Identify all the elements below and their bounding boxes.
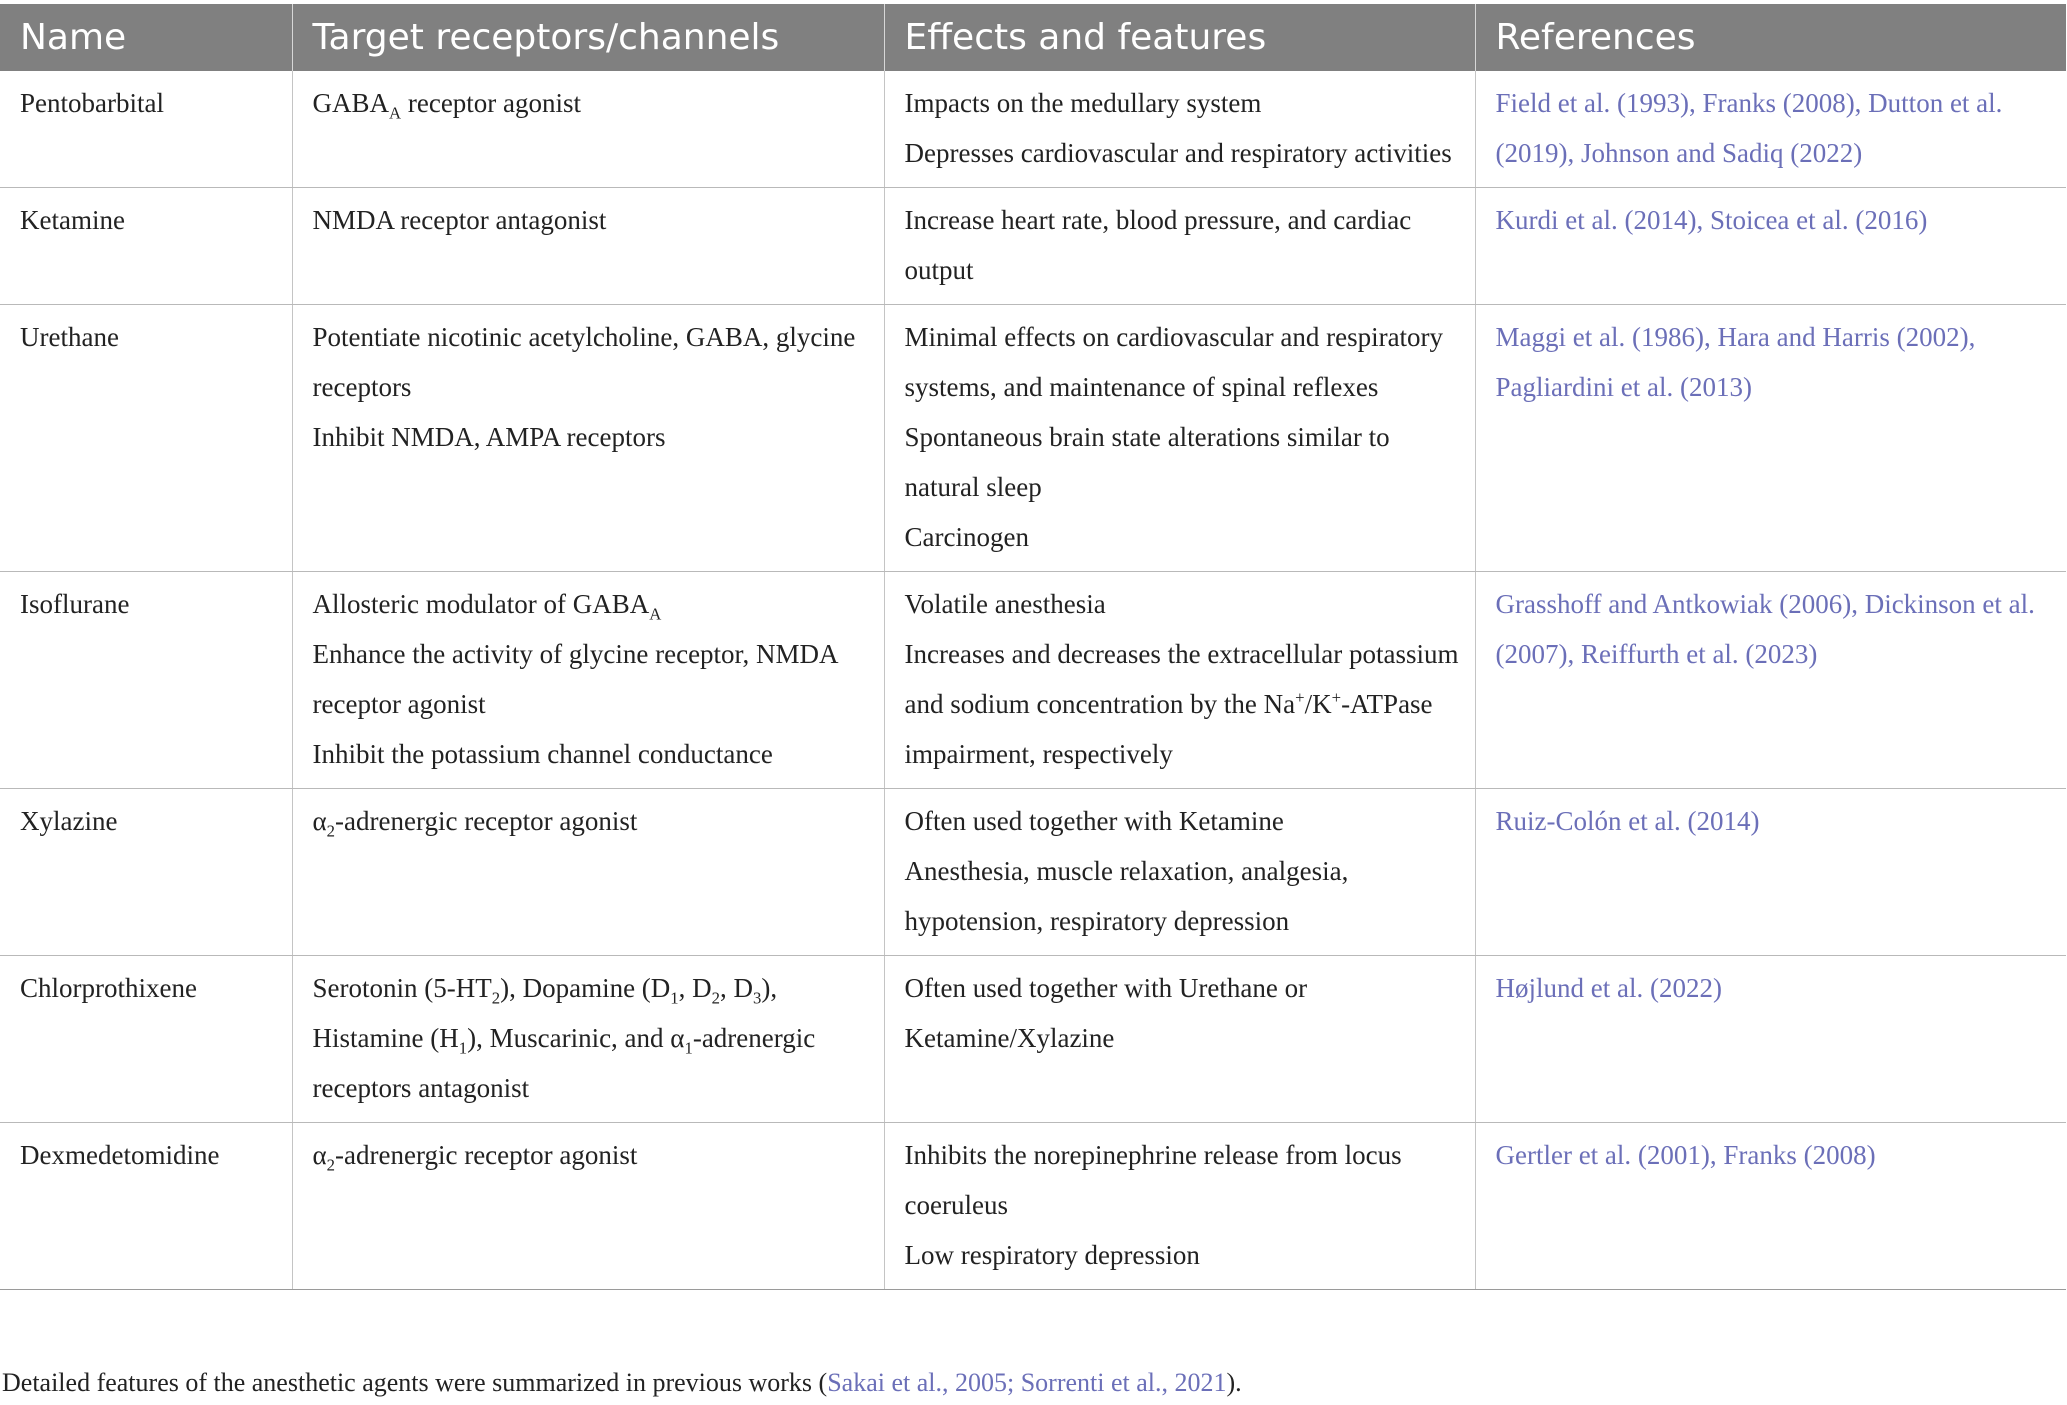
effect-line bbox=[905, 629, 1459, 779]
footnote-text-after: ). bbox=[1226, 1368, 1242, 1397]
cell-effects bbox=[884, 1123, 1475, 1290]
header-references: References bbox=[1475, 4, 2066, 71]
cell-name: Pentobarbital bbox=[0, 71, 292, 188]
cell-effects bbox=[884, 572, 1475, 789]
subscript: 1 bbox=[670, 988, 679, 1008]
anesthetics-table bbox=[0, 4, 2066, 1290]
effect-line bbox=[905, 78, 1459, 128]
text-run: Allosteric modulator of GABA bbox=[312, 589, 650, 619]
cell-targets bbox=[292, 572, 884, 789]
table-header bbox=[0, 4, 2066, 71]
text-run: Potentiate nicotinic acetylcholine, GABA, glycine receptors bbox=[312, 322, 856, 402]
cell-name: Isoflurane bbox=[0, 572, 292, 789]
cell-name: Xylazine bbox=[0, 789, 292, 956]
target-line bbox=[313, 629, 868, 729]
table-row bbox=[0, 956, 2066, 1123]
target-line bbox=[313, 195, 868, 245]
text-run: Anesthesia, muscle relaxation, analgesia, hypotension, respiratory depression bbox=[904, 856, 1349, 936]
text-run: -adrenergic receptor agonist bbox=[335, 806, 638, 836]
target-line bbox=[313, 1130, 868, 1180]
effect-line bbox=[905, 1230, 1459, 1280]
effect-line bbox=[905, 412, 1459, 512]
text-run: Minimal effects on cardiovascular and respiratory systems, and maintenance of spinal reflexes bbox=[904, 322, 1444, 402]
header-name: Name bbox=[0, 4, 292, 71]
text-run: ), Muscarinic, and α bbox=[467, 1023, 685, 1053]
cell-references-link[interactable]: Ruiz-Colón et al. (2014) bbox=[1475, 789, 2066, 956]
subscript: A bbox=[389, 103, 402, 123]
text-run: α bbox=[312, 806, 327, 836]
cell-name: Chlorprothixene bbox=[0, 956, 292, 1123]
table-row bbox=[0, 305, 2066, 572]
cell-name: Ketamine bbox=[0, 188, 292, 305]
cell-references-link[interactable]: Gertler et al. (2001), Franks (2008) bbox=[1475, 1123, 2066, 1290]
text-run: , D bbox=[720, 973, 754, 1003]
cell-targets bbox=[292, 789, 884, 956]
text-run: -ATPase impairment, respectively bbox=[904, 689, 1433, 769]
text-run: NMDA receptor antagonist bbox=[312, 205, 607, 235]
table-row bbox=[0, 789, 2066, 956]
cell-references-link[interactable]: Højlund et al. (2022) bbox=[1475, 956, 2066, 1123]
text-run: -adrenergic receptor agonist bbox=[335, 1140, 638, 1170]
effect-line bbox=[905, 512, 1459, 562]
header-row bbox=[0, 4, 2066, 71]
subscript: 2 bbox=[491, 988, 501, 1008]
subscript: 1 bbox=[684, 1038, 693, 1058]
target-line bbox=[313, 78, 868, 128]
cell-targets bbox=[292, 188, 884, 305]
cell-effects bbox=[884, 956, 1475, 1123]
header-targets: Target receptors/channels bbox=[292, 4, 884, 71]
text-run: ), Dopamine (D bbox=[500, 973, 671, 1003]
text-run: Often used together with Urethane or Ketamine/Xylazine bbox=[904, 973, 1308, 1053]
text-run: Enhance the activity of glycine receptor, NMDA receptor agonist bbox=[312, 639, 837, 719]
text-run: /K bbox=[1304, 689, 1332, 719]
header-effects: Effects and features bbox=[884, 4, 1475, 71]
cell-references-link[interactable]: Field et al. (1993), Franks (2008), Dutton et al. (2019), Johnson and Sadiq (2022) bbox=[1475, 71, 2066, 188]
effect-line bbox=[905, 846, 1459, 946]
text-run: Volatile anesthesia bbox=[904, 589, 1106, 619]
text-run: Serotonin (5-HT bbox=[312, 973, 492, 1003]
superscript: + bbox=[1295, 688, 1305, 707]
cell-references-link[interactable]: Kurdi et al. (2014), Stoicea et al. (2016) bbox=[1475, 188, 2066, 305]
text-run: Depresses cardiovascular and respiratory activities bbox=[904, 138, 1452, 168]
text-run: Inhibit the potassium channel conductance bbox=[312, 739, 773, 769]
effect-line bbox=[905, 195, 1459, 295]
text-run: Inhibit NMDA, AMPA receptors bbox=[312, 422, 666, 452]
target-line bbox=[313, 963, 868, 1113]
cell-effects bbox=[884, 789, 1475, 956]
effect-line bbox=[905, 579, 1459, 629]
text-run: Increase heart rate, blood pressure, and cardiac output bbox=[904, 205, 1412, 285]
table-footnote bbox=[2, 1368, 1242, 1398]
footnote-text-before: Detailed features of the anesthetic agents were summarized in previous works ( bbox=[2, 1368, 828, 1397]
cell-targets bbox=[292, 1123, 884, 1290]
table-row bbox=[0, 188, 2066, 305]
text-run: GABA bbox=[312, 88, 390, 118]
subscript: 1 bbox=[458, 1038, 468, 1058]
text-run: Impacts on the medullary system bbox=[904, 88, 1262, 118]
text-run: Often used together with Ketamine bbox=[904, 806, 1284, 836]
cell-effects bbox=[884, 305, 1475, 572]
subscript: A bbox=[649, 604, 662, 624]
cell-targets bbox=[292, 305, 884, 572]
effect-line bbox=[905, 796, 1459, 846]
target-line bbox=[313, 412, 868, 462]
effect-line bbox=[905, 312, 1459, 412]
subscript: 3 bbox=[753, 988, 762, 1008]
cell-references-link[interactable]: Grasshoff and Antkowiak (2006), Dickinson et al. (2007), Reiffurth et al. (2023) bbox=[1475, 572, 2066, 789]
text-run: Increases and decreases the extracellular potassium and sodium concentration by the Na bbox=[904, 639, 1459, 719]
text-run: ), Histamine (H bbox=[312, 973, 778, 1053]
cell-effects bbox=[884, 71, 1475, 188]
cell-effects bbox=[884, 188, 1475, 305]
cell-name: Dexmedetomidine bbox=[0, 1123, 292, 1290]
subscript: 2 bbox=[326, 1155, 336, 1175]
target-line bbox=[313, 796, 868, 846]
text-run: α bbox=[312, 1140, 327, 1170]
table-row bbox=[0, 572, 2066, 789]
target-line bbox=[313, 312, 868, 412]
target-line bbox=[313, 579, 868, 629]
table-wrapper bbox=[0, 4, 2066, 1290]
target-line bbox=[313, 729, 868, 779]
text-run: Inhibits the norepinephrine release from locus coeruleus bbox=[904, 1140, 1402, 1220]
cell-targets bbox=[292, 956, 884, 1123]
effect-line bbox=[905, 963, 1459, 1063]
cell-targets bbox=[292, 71, 884, 188]
footnote-citation-link[interactable]: Sakai et al., 2005; Sorrenti et al., 2021 bbox=[827, 1368, 1227, 1397]
subscript: 2 bbox=[711, 988, 721, 1008]
effect-line bbox=[905, 128, 1459, 178]
text-run: Spontaneous brain state alterations similar to natural sleep bbox=[904, 422, 1390, 502]
text-run: receptor agonist bbox=[401, 88, 582, 118]
text-run: Carcinogen bbox=[904, 522, 1029, 552]
text-run: Low respiratory depression bbox=[904, 1240, 1200, 1270]
cell-references-link[interactable]: Maggi et al. (1986), Hara and Harris (2002), Pagliardini et al. (2013) bbox=[1475, 305, 2066, 572]
table-row bbox=[0, 71, 2066, 188]
effect-line bbox=[905, 1130, 1459, 1230]
table-body bbox=[0, 71, 2066, 1290]
superscript: + bbox=[1331, 688, 1342, 707]
subscript: 2 bbox=[326, 821, 336, 841]
text-run: -adrenergic receptors antagonist bbox=[312, 1023, 816, 1103]
table-row bbox=[0, 1123, 2066, 1290]
text-run: , D bbox=[678, 973, 712, 1003]
cell-name: Urethane bbox=[0, 305, 292, 572]
